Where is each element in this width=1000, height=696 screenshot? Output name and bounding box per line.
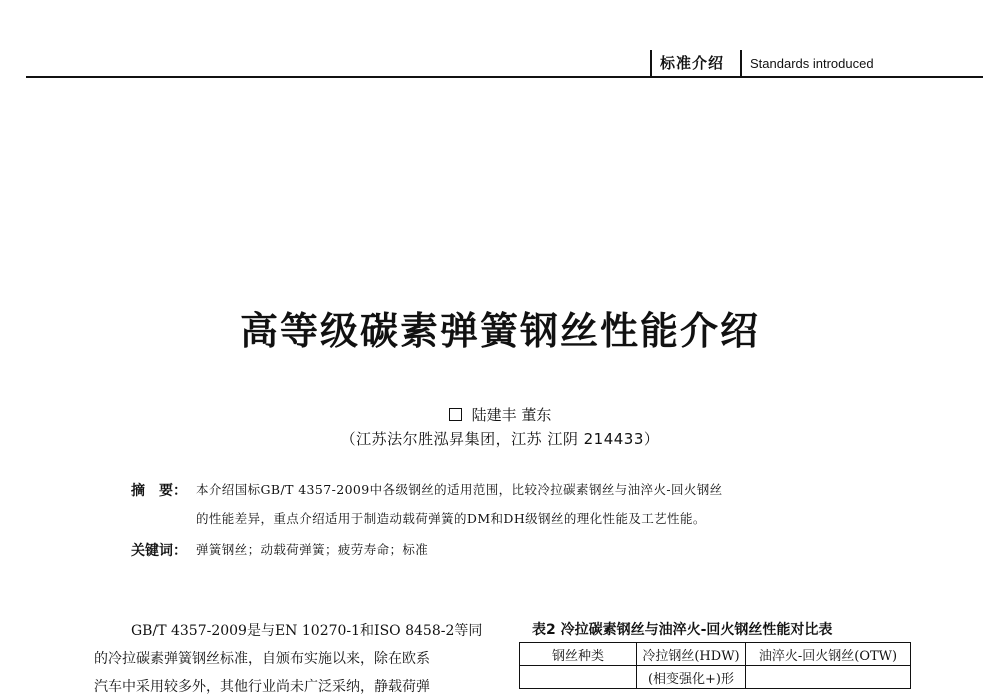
authors: 陆建丰 董东 (471, 406, 552, 424)
body-line-3: 汽车中采用较多外，其他行业尚未广泛采纳，静载荷弹 (94, 679, 430, 695)
keywords-text: 弹簧钢丝；动载荷弹簧；疲劳寿命；标准 (196, 542, 429, 557)
header-divider-left (650, 50, 652, 76)
comparison-table (519, 642, 911, 689)
abstract-label: 摘 要： (131, 483, 187, 499)
section-label-en: Standards introduced (750, 56, 874, 71)
author-line (0, 404, 1000, 425)
table-title: 表2 冷拉碳素钢丝与油淬火-回火钢丝性能对比表 (532, 622, 833, 638)
table-cell (746, 666, 911, 689)
author-box-icon (449, 408, 462, 421)
table-header-cell: 油淬火-回火钢丝(OTW) (746, 643, 911, 666)
section-label-cn: 标准介绍 (660, 54, 725, 72)
table-cell (520, 666, 637, 689)
article-title: 高等级碳素弹簧钢丝性能介绍 (239, 308, 760, 353)
table-header-cell: 钢丝种类 (520, 643, 637, 666)
body-line-1: GB/T 4357-2009是与EN 10270-1和ISO 8458-2等同 (131, 623, 483, 639)
table-cell: (相变强化+)形 (637, 666, 746, 689)
abstract-line-2: 的性能差异，重点介绍适用于制造动载荷弹簧的DM和DH级钢丝的理化性能及工艺性能。 (196, 511, 706, 526)
table-header-cell: 冷拉钢丝(HDW) (637, 643, 746, 666)
header-rule (26, 76, 983, 78)
header-divider-mid (740, 50, 742, 76)
body-line-2: 的冷拉碳素弹簧钢丝标准，自颁布实施以来，除在欧系 (94, 651, 430, 667)
affiliation: （江苏法尔胜泓昇集团，江苏 江阴 214433） (340, 430, 660, 448)
keywords-label: 关键词： (131, 543, 187, 559)
table-header-row (520, 643, 911, 666)
abstract-line-1: 本介绍国标GB/T 4357-2009中各级钢丝的适用范围，比较冷拉碳素钢丝与油淬火-回火钢丝 (196, 482, 723, 497)
table-row (520, 666, 911, 689)
